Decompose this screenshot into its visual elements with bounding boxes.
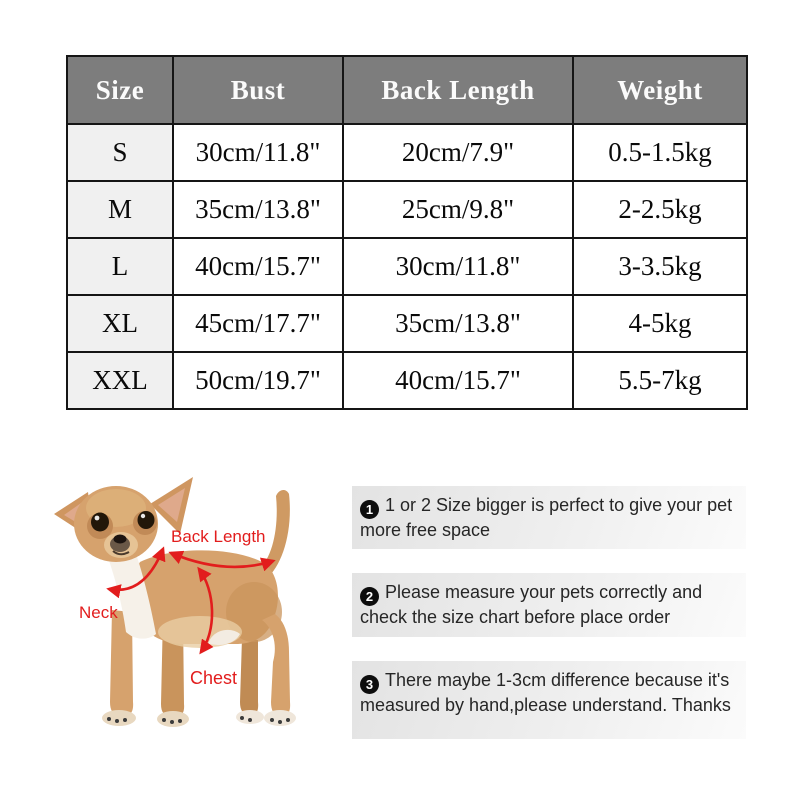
note-1-text: 1 or 2 Size bigger is perfect to give your pet more free space: [360, 495, 733, 540]
table-row: [67, 352, 747, 409]
chest-label: Chest: [190, 668, 238, 688]
size-table: [66, 55, 748, 410]
weight-value: 4-5kg: [573, 295, 747, 352]
table-header-row: [67, 56, 747, 124]
note-2-text: Please measure your pets correctly and check the size chart before place order: [360, 582, 703, 627]
column-header-back-length: Back Length: [343, 56, 573, 124]
column-header-weight: Weight: [573, 56, 747, 124]
weight-value: 0.5-1.5kg: [573, 124, 747, 181]
back-length-value: 40cm/15.7": [343, 352, 573, 409]
bust-value: 30cm/11.8": [173, 124, 343, 181]
weight-value: 2-2.5kg: [573, 181, 747, 238]
note-2: [352, 573, 746, 637]
back-length-value: 20cm/7.9": [343, 124, 573, 181]
size-label: S: [67, 124, 173, 181]
bust-value: 45cm/17.7": [173, 295, 343, 352]
size-label: M: [67, 181, 173, 238]
dog-measurement-diagram: [30, 462, 345, 792]
note-3-text: There maybe 1-3cm difference because it's measured by hand,please understand. Thanks: [360, 670, 731, 715]
column-header-bust: Bust: [173, 56, 343, 124]
weight-value: 5.5-7kg: [573, 352, 747, 409]
bust-value: 50cm/19.7": [173, 352, 343, 409]
back-length-value: 35cm/13.8": [343, 295, 573, 352]
back-length-value: 25cm/9.8": [343, 181, 573, 238]
table-row: [67, 238, 747, 295]
table-row: [67, 295, 747, 352]
note-3: [352, 661, 746, 739]
back-length-value: 30cm/11.8": [343, 238, 573, 295]
weight-value: 3-3.5kg: [573, 238, 747, 295]
note-3-bullet-icon: 3: [360, 675, 379, 694]
table-row: [67, 124, 747, 181]
column-header-size: Size: [67, 56, 173, 124]
table-row: [67, 181, 747, 238]
back-length-label: Back Length: [171, 527, 266, 546]
size-label: XL: [67, 295, 173, 352]
bust-value: 40cm/15.7": [173, 238, 343, 295]
bust-value: 35cm/13.8": [173, 181, 343, 238]
chihuahua-dog-illustration: [30, 462, 345, 792]
size-label: XXL: [67, 352, 173, 409]
note-1: [352, 486, 746, 549]
size-label: L: [67, 238, 173, 295]
note-2-bullet-icon: 2: [360, 587, 379, 606]
neck-label: Neck: [79, 603, 118, 622]
note-1-bullet-icon: 1: [360, 500, 379, 519]
